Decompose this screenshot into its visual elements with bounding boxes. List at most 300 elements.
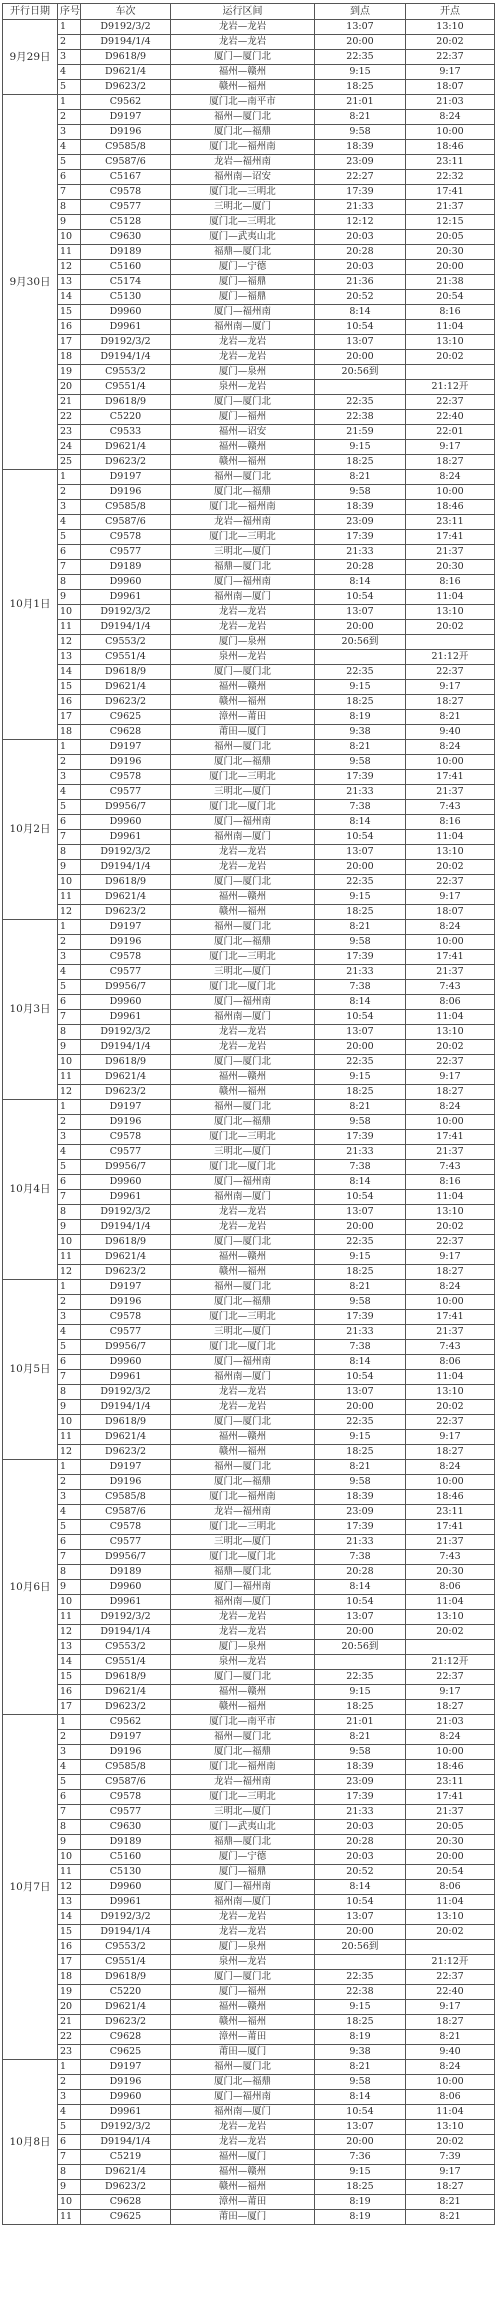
arrival-cell: 8:21 bbox=[315, 920, 406, 935]
departure-cell: 22:37 bbox=[406, 1415, 495, 1430]
train-number-cell: C9577 bbox=[81, 545, 171, 560]
table-row bbox=[3, 905, 495, 920]
seq-cell: 7 bbox=[58, 1805, 81, 1820]
table-row bbox=[3, 935, 495, 950]
departure-cell: 11:04 bbox=[406, 1190, 495, 1205]
seq-cell: 12 bbox=[58, 1880, 81, 1895]
train-number-cell: C9553/2 bbox=[81, 1640, 171, 1655]
train-number-cell: C9587/6 bbox=[81, 155, 171, 170]
train-number-cell: D9623/2 bbox=[81, 2015, 171, 2030]
table-row bbox=[3, 2045, 495, 2060]
seq-cell: 14 bbox=[58, 1655, 81, 1670]
seq-cell: 10 bbox=[58, 875, 81, 890]
route-cell: 厦门—泉州 bbox=[171, 635, 315, 650]
route-cell: 福州—厦门北 bbox=[171, 1280, 315, 1295]
route-cell: 福州—赣州 bbox=[171, 65, 315, 80]
route-cell: 福州—赣州 bbox=[171, 1685, 315, 1700]
route-cell: 福州—厦门北 bbox=[171, 470, 315, 485]
departure-cell: 7:43 bbox=[406, 980, 495, 995]
departure-cell bbox=[406, 365, 495, 380]
seq-cell: 9 bbox=[58, 860, 81, 875]
train-number-cell: C9551/4 bbox=[81, 380, 171, 395]
departure-cell: 9:17 bbox=[406, 680, 495, 695]
date-cell: 10月2日 bbox=[3, 740, 58, 920]
departure-cell: 20:02 bbox=[406, 35, 495, 50]
route-cell: 福州—厦门北 bbox=[171, 1100, 315, 1115]
route-cell: 厦门—厦门北 bbox=[171, 665, 315, 680]
table-row bbox=[3, 1175, 495, 1190]
arrival-cell: 21:59 bbox=[315, 425, 406, 440]
departure-cell: 9:17 bbox=[406, 1070, 495, 1085]
train-number-cell: D9618/9 bbox=[81, 665, 171, 680]
seq-cell: 12 bbox=[58, 1625, 81, 1640]
route-cell: 厦门北—福州南 bbox=[171, 500, 315, 515]
seq-cell: 13 bbox=[58, 275, 81, 290]
seq-cell: 14 bbox=[58, 1910, 81, 1925]
arrival-cell: 13:07 bbox=[315, 1610, 406, 1625]
seq-cell: 24 bbox=[58, 440, 81, 455]
departure-cell: 8:21 bbox=[406, 710, 495, 725]
train-number-cell: D9618/9 bbox=[81, 1415, 171, 1430]
header-date: 开行日期 bbox=[3, 4, 58, 20]
departure-cell: 10:00 bbox=[406, 1475, 495, 1490]
table-row bbox=[3, 290, 495, 305]
departure-cell: 21:37 bbox=[406, 965, 495, 980]
departure-cell: 20:02 bbox=[406, 1220, 495, 1235]
route-cell: 赣州—福州 bbox=[171, 1700, 315, 1715]
arrival-cell: 21:33 bbox=[315, 965, 406, 980]
train-number-cell: C5130 bbox=[81, 1865, 171, 1880]
route-cell: 厦门—武夷山北 bbox=[171, 1820, 315, 1835]
seq-cell: 4 bbox=[58, 785, 81, 800]
arrival-cell: 8:19 bbox=[315, 2195, 406, 2210]
table-row bbox=[3, 1940, 495, 1955]
table-row bbox=[3, 2015, 495, 2030]
train-number-cell: D9189 bbox=[81, 245, 171, 260]
departure-cell: 9:17 bbox=[406, 65, 495, 80]
departure-cell: 9:17 bbox=[406, 440, 495, 455]
arrival-cell: 20:03 bbox=[315, 1850, 406, 1865]
arrival-cell: 8:14 bbox=[315, 1175, 406, 1190]
departure-cell: 9:40 bbox=[406, 725, 495, 740]
train-number-cell: D9196 bbox=[81, 125, 171, 140]
arrival-cell: 21:33 bbox=[315, 1325, 406, 1340]
departure-cell: 10:00 bbox=[406, 485, 495, 500]
train-number-cell: C9630 bbox=[81, 230, 171, 245]
table-row bbox=[3, 575, 495, 590]
departure-cell: 22:37 bbox=[406, 395, 495, 410]
table-row bbox=[3, 1100, 495, 1115]
arrival-cell: 20:00 bbox=[315, 1220, 406, 1235]
seq-cell: 3 bbox=[58, 1490, 81, 1505]
departure-cell: 21:37 bbox=[406, 545, 495, 560]
seq-cell: 6 bbox=[58, 170, 81, 185]
departure-cell bbox=[406, 1940, 495, 1955]
train-number-cell: C9562 bbox=[81, 1715, 171, 1730]
departure-cell: 13:10 bbox=[406, 1205, 495, 1220]
route-cell: 福州南—厦门 bbox=[171, 1895, 315, 1910]
route-cell: 福州—赣州 bbox=[171, 1250, 315, 1265]
arrival-cell: 21:33 bbox=[315, 545, 406, 560]
route-cell: 龙岩—龙岩 bbox=[171, 1925, 315, 1940]
departure-cell: 9:17 bbox=[406, 2165, 495, 2180]
departure-cell: 21:03 bbox=[406, 1715, 495, 1730]
seq-cell: 11 bbox=[58, 1610, 81, 1625]
route-cell: 龙岩—龙岩 bbox=[171, 1205, 315, 1220]
route-cell: 福州—厦门北 bbox=[171, 920, 315, 935]
train-number-cell: D9621/4 bbox=[81, 65, 171, 80]
table-row bbox=[3, 965, 495, 980]
seq-cell: 4 bbox=[58, 65, 81, 80]
arrival-cell: 18:25 bbox=[315, 80, 406, 95]
seq-cell: 9 bbox=[58, 2180, 81, 2195]
table-row bbox=[3, 665, 495, 680]
route-cell: 厦门—福州 bbox=[171, 1985, 315, 2000]
table-row bbox=[3, 830, 495, 845]
arrival-cell: 8:19 bbox=[315, 2210, 406, 2225]
train-number-cell: D9621/4 bbox=[81, 2000, 171, 2015]
arrival-cell: 21:33 bbox=[315, 200, 406, 215]
seq-cell: 1 bbox=[58, 20, 81, 35]
table-row bbox=[3, 305, 495, 320]
departure-cell: 20:30 bbox=[406, 1565, 495, 1580]
departure-cell: 8:06 bbox=[406, 1880, 495, 1895]
departure-cell: 9:17 bbox=[406, 890, 495, 905]
route-cell: 厦门—福州南 bbox=[171, 995, 315, 1010]
route-cell: 厦门北—福鼎 bbox=[171, 485, 315, 500]
departure-cell: 8:24 bbox=[406, 110, 495, 125]
departure-cell: 22:37 bbox=[406, 1235, 495, 1250]
route-cell: 厦门—泉州 bbox=[171, 1640, 315, 1655]
route-cell: 福鼎—厦门北 bbox=[171, 560, 315, 575]
arrival-cell: 21:33 bbox=[315, 785, 406, 800]
route-cell: 福州—诏安 bbox=[171, 425, 315, 440]
table-row bbox=[3, 185, 495, 200]
arrival-cell: 17:39 bbox=[315, 1130, 406, 1145]
seq-cell: 8 bbox=[58, 575, 81, 590]
departure-cell: 22:37 bbox=[406, 1670, 495, 1685]
departure-cell: 18:46 bbox=[406, 140, 495, 155]
train-number-cell: D9196 bbox=[81, 755, 171, 770]
train-number-cell: D9194/1/4 bbox=[81, 620, 171, 635]
table-row bbox=[3, 410, 495, 425]
departure-cell: 8:24 bbox=[406, 2060, 495, 2075]
seq-cell: 11 bbox=[58, 620, 81, 635]
seq-cell: 21 bbox=[58, 2015, 81, 2030]
arrival-cell: 20:00 bbox=[315, 1400, 406, 1415]
seq-cell: 2 bbox=[58, 1475, 81, 1490]
seq-cell: 8 bbox=[58, 2165, 81, 2180]
seq-cell: 14 bbox=[58, 665, 81, 680]
arrival-cell: 8:21 bbox=[315, 470, 406, 485]
departure-cell: 8:06 bbox=[406, 1355, 495, 1370]
seq-cell: 7 bbox=[58, 830, 81, 845]
seq-cell: 3 bbox=[58, 1745, 81, 1760]
table-row bbox=[3, 755, 495, 770]
table-row bbox=[3, 125, 495, 140]
table-row bbox=[3, 320, 495, 335]
train-number-cell: C9585/8 bbox=[81, 1490, 171, 1505]
route-cell: 厦门—福鼎 bbox=[171, 290, 315, 305]
train-number-cell: D9621/4 bbox=[81, 1070, 171, 1085]
route-cell: 福鼎—厦门北 bbox=[171, 1835, 315, 1850]
train-number-cell: C5160 bbox=[81, 260, 171, 275]
departure-cell: 11:04 bbox=[406, 2105, 495, 2120]
arrival-cell: 21:01 bbox=[315, 95, 406, 110]
arrival-cell: 9:58 bbox=[315, 2075, 406, 2090]
table-row bbox=[3, 560, 495, 575]
arrival-cell: 20:56到 bbox=[315, 1640, 406, 1655]
seq-cell: 7 bbox=[58, 1370, 81, 1385]
table-row bbox=[3, 455, 495, 470]
departure-cell: 20:30 bbox=[406, 1835, 495, 1850]
arrival-cell bbox=[315, 1955, 406, 1970]
route-cell: 福州南—厦门 bbox=[171, 2105, 315, 2120]
seq-cell: 7 bbox=[58, 185, 81, 200]
train-number-cell: D9196 bbox=[81, 2075, 171, 2090]
table-row bbox=[3, 1835, 495, 1850]
route-cell: 泉州—龙岩 bbox=[171, 650, 315, 665]
arrival-cell: 8:14 bbox=[315, 1580, 406, 1595]
table-row bbox=[3, 35, 495, 50]
route-cell: 厦门北—福鼎 bbox=[171, 755, 315, 770]
train-number-cell: C9578 bbox=[81, 1130, 171, 1145]
seq-cell: 15 bbox=[58, 680, 81, 695]
route-cell: 莆田—厦门 bbox=[171, 725, 315, 740]
route-cell: 龙岩—龙岩 bbox=[171, 2135, 315, 2150]
route-cell: 泉州—龙岩 bbox=[171, 1655, 315, 1670]
departure-cell: 17:41 bbox=[406, 1790, 495, 1805]
route-cell: 厦门北—南平市 bbox=[171, 95, 315, 110]
seq-cell: 6 bbox=[58, 995, 81, 1010]
seq-cell: 15 bbox=[58, 1670, 81, 1685]
train-number-cell: C9578 bbox=[81, 1790, 171, 1805]
train-number-cell: D9194/1/4 bbox=[81, 1220, 171, 1235]
route-cell: 厦门—厦门北 bbox=[171, 1055, 315, 1070]
seq-cell: 3 bbox=[58, 1310, 81, 1325]
departure-cell: 17:41 bbox=[406, 185, 495, 200]
arrival-cell: 9:58 bbox=[315, 755, 406, 770]
seq-cell: 10 bbox=[58, 230, 81, 245]
table-row bbox=[3, 845, 495, 860]
table-row bbox=[3, 1670, 495, 1685]
train-number-cell: C5219 bbox=[81, 2150, 171, 2165]
table-row bbox=[3, 1295, 495, 1310]
seq-cell: 22 bbox=[58, 2030, 81, 2045]
arrival-cell: 8:14 bbox=[315, 815, 406, 830]
arrival-cell: 20:03 bbox=[315, 1820, 406, 1835]
header-seq: 序号 bbox=[58, 4, 81, 20]
seq-cell: 3 bbox=[58, 1130, 81, 1145]
route-cell: 厦门—宁德 bbox=[171, 260, 315, 275]
arrival-cell: 20:00 bbox=[315, 35, 406, 50]
seq-cell: 17 bbox=[58, 1955, 81, 1970]
route-cell: 龙岩—龙岩 bbox=[171, 1025, 315, 1040]
arrival-cell: 8:21 bbox=[315, 110, 406, 125]
table-row bbox=[3, 2000, 495, 2015]
date-cell: 10月1日 bbox=[3, 470, 58, 740]
route-cell: 福鼎—厦门北 bbox=[171, 1565, 315, 1580]
arrival-cell: 9:58 bbox=[315, 1115, 406, 1130]
seq-cell: 2 bbox=[58, 1730, 81, 1745]
route-cell: 福州南—厦门 bbox=[171, 590, 315, 605]
arrival-cell: 20:00 bbox=[315, 1040, 406, 1055]
departure-cell: 22:40 bbox=[406, 1985, 495, 2000]
arrival-cell: 22:35 bbox=[315, 875, 406, 890]
train-number-cell: D9194/1/4 bbox=[81, 860, 171, 875]
departure-cell: 21:03 bbox=[406, 95, 495, 110]
train-number-cell: D9960 bbox=[81, 575, 171, 590]
arrival-cell: 18:25 bbox=[315, 1700, 406, 1715]
arrival-cell: 18:25 bbox=[315, 1445, 406, 1460]
seq-cell: 17 bbox=[58, 335, 81, 350]
route-cell: 福州—厦门北 bbox=[171, 2060, 315, 2075]
table-row bbox=[3, 2195, 495, 2210]
train-number-cell: D9961 bbox=[81, 1190, 171, 1205]
seq-cell: 15 bbox=[58, 1925, 81, 1940]
train-number-cell: D9623/2 bbox=[81, 2180, 171, 2195]
departure-cell bbox=[406, 635, 495, 650]
train-number-cell: C9625 bbox=[81, 710, 171, 725]
train-number-cell: C9578 bbox=[81, 950, 171, 965]
departure-cell: 9:17 bbox=[406, 2000, 495, 2015]
table-row bbox=[3, 440, 495, 455]
arrival-cell: 21:33 bbox=[315, 1805, 406, 1820]
seq-cell: 23 bbox=[58, 425, 81, 440]
arrival-cell: 17:39 bbox=[315, 1520, 406, 1535]
train-number-cell: C9553/2 bbox=[81, 635, 171, 650]
table-row bbox=[3, 80, 495, 95]
arrival-cell: 8:21 bbox=[315, 740, 406, 755]
arrival-cell: 20:56到 bbox=[315, 365, 406, 380]
train-number-cell: D9623/2 bbox=[81, 1265, 171, 1280]
departure-cell: 11:04 bbox=[406, 830, 495, 845]
departure-cell: 8:24 bbox=[406, 740, 495, 755]
departure-cell: 22:40 bbox=[406, 410, 495, 425]
route-cell: 厦门北—厦门北 bbox=[171, 1340, 315, 1355]
seq-cell: 11 bbox=[58, 245, 81, 260]
departure-cell: 18:27 bbox=[406, 1085, 495, 1100]
seq-cell: 12 bbox=[58, 905, 81, 920]
train-number-cell: D9192/3/2 bbox=[81, 1610, 171, 1625]
departure-cell: 11:04 bbox=[406, 1370, 495, 1385]
arrival-cell: 20:00 bbox=[315, 860, 406, 875]
table-row bbox=[3, 1490, 495, 1505]
seq-cell: 18 bbox=[58, 1970, 81, 1985]
route-cell: 福州南—厦门 bbox=[171, 320, 315, 335]
arrival-cell: 20:52 bbox=[315, 290, 406, 305]
table-row bbox=[3, 2075, 495, 2090]
seq-cell: 3 bbox=[58, 2090, 81, 2105]
departure-cell: 21:37 bbox=[406, 200, 495, 215]
train-number-cell: D9960 bbox=[81, 305, 171, 320]
train-number-cell: D9192/3/2 bbox=[81, 1205, 171, 1220]
arrival-cell: 8:21 bbox=[315, 1730, 406, 1745]
table-row bbox=[3, 1715, 495, 1730]
seq-cell: 10 bbox=[58, 1235, 81, 1250]
table-row bbox=[3, 215, 495, 230]
route-cell: 厦门北—福州南 bbox=[171, 1760, 315, 1775]
departure-cell: 20:02 bbox=[406, 2135, 495, 2150]
route-cell: 三明北—厦门 bbox=[171, 545, 315, 560]
table-row bbox=[3, 2120, 495, 2135]
departure-cell: 13:10 bbox=[406, 1610, 495, 1625]
seq-cell: 1 bbox=[58, 920, 81, 935]
arrival-cell: 12:12 bbox=[315, 215, 406, 230]
departure-cell: 9:17 bbox=[406, 1685, 495, 1700]
arrival-cell: 13:07 bbox=[315, 1205, 406, 1220]
route-cell: 龙岩—龙岩 bbox=[171, 1040, 315, 1055]
arrival-cell: 23:09 bbox=[315, 155, 406, 170]
arrival-cell: 20:03 bbox=[315, 260, 406, 275]
train-number-cell: D9194/1/4 bbox=[81, 35, 171, 50]
seq-cell: 4 bbox=[58, 515, 81, 530]
seq-cell: 9 bbox=[58, 1580, 81, 1595]
train-number-cell: C9630 bbox=[81, 1820, 171, 1835]
arrival-cell: 10:54 bbox=[315, 2105, 406, 2120]
arrival-cell: 8:14 bbox=[315, 2090, 406, 2105]
departure-cell: 20:02 bbox=[406, 1625, 495, 1640]
departure-cell: 20:02 bbox=[406, 1040, 495, 1055]
train-number-cell: D9192/3/2 bbox=[81, 1025, 171, 1040]
departure-cell: 20:02 bbox=[406, 350, 495, 365]
train-number-cell: D9621/4 bbox=[81, 1250, 171, 1265]
departure-cell: 21:12开 bbox=[406, 380, 495, 395]
route-cell: 龙岩—龙岩 bbox=[171, 2120, 315, 2135]
arrival-cell: 18:25 bbox=[315, 905, 406, 920]
train-number-cell: D9196 bbox=[81, 1745, 171, 1760]
route-cell: 龙岩—福州南 bbox=[171, 1505, 315, 1520]
arrival-cell: 17:39 bbox=[315, 1310, 406, 1325]
schedule-body bbox=[3, 20, 495, 2225]
seq-cell: 22 bbox=[58, 410, 81, 425]
route-cell: 厦门北—三明北 bbox=[171, 770, 315, 785]
table-row bbox=[3, 1535, 495, 1550]
seq-cell: 10 bbox=[58, 1055, 81, 1070]
departure-cell: 18:27 bbox=[406, 1445, 495, 1460]
arrival-cell: 8:19 bbox=[315, 2030, 406, 2045]
table-row bbox=[3, 1475, 495, 1490]
table-row bbox=[3, 170, 495, 185]
arrival-cell: 18:25 bbox=[315, 695, 406, 710]
departure-cell: 18:27 bbox=[406, 1700, 495, 1715]
table-row bbox=[3, 1925, 495, 1940]
arrival-cell: 8:14 bbox=[315, 1355, 406, 1370]
table-row bbox=[3, 1130, 495, 1145]
arrival-cell: 8:14 bbox=[315, 575, 406, 590]
train-number-cell: D9192/3/2 bbox=[81, 1910, 171, 1925]
route-cell: 厦门—厦门北 bbox=[171, 1235, 315, 1250]
seq-cell: 6 bbox=[58, 1535, 81, 1550]
table-row bbox=[3, 1220, 495, 1235]
seq-cell: 7 bbox=[58, 1190, 81, 1205]
seq-cell: 1 bbox=[58, 2060, 81, 2075]
arrival-cell: 9:15 bbox=[315, 2000, 406, 2015]
route-cell: 厦门—福州南 bbox=[171, 1355, 315, 1370]
departure-cell: 20:02 bbox=[406, 620, 495, 635]
departure-cell: 22:01 bbox=[406, 425, 495, 440]
route-cell: 福州—厦门 bbox=[171, 2150, 315, 2165]
train-number-cell: C5160 bbox=[81, 1850, 171, 1865]
seq-cell: 8 bbox=[58, 1385, 81, 1400]
arrival-cell: 18:39 bbox=[315, 140, 406, 155]
seq-cell: 4 bbox=[58, 1505, 81, 1520]
arrival-cell: 9:58 bbox=[315, 125, 406, 140]
table-row bbox=[3, 1895, 495, 1910]
train-number-cell: D9194/1/4 bbox=[81, 1400, 171, 1415]
train-number-cell: D9194/1/4 bbox=[81, 1925, 171, 1940]
departure-cell: 21:37 bbox=[406, 1535, 495, 1550]
